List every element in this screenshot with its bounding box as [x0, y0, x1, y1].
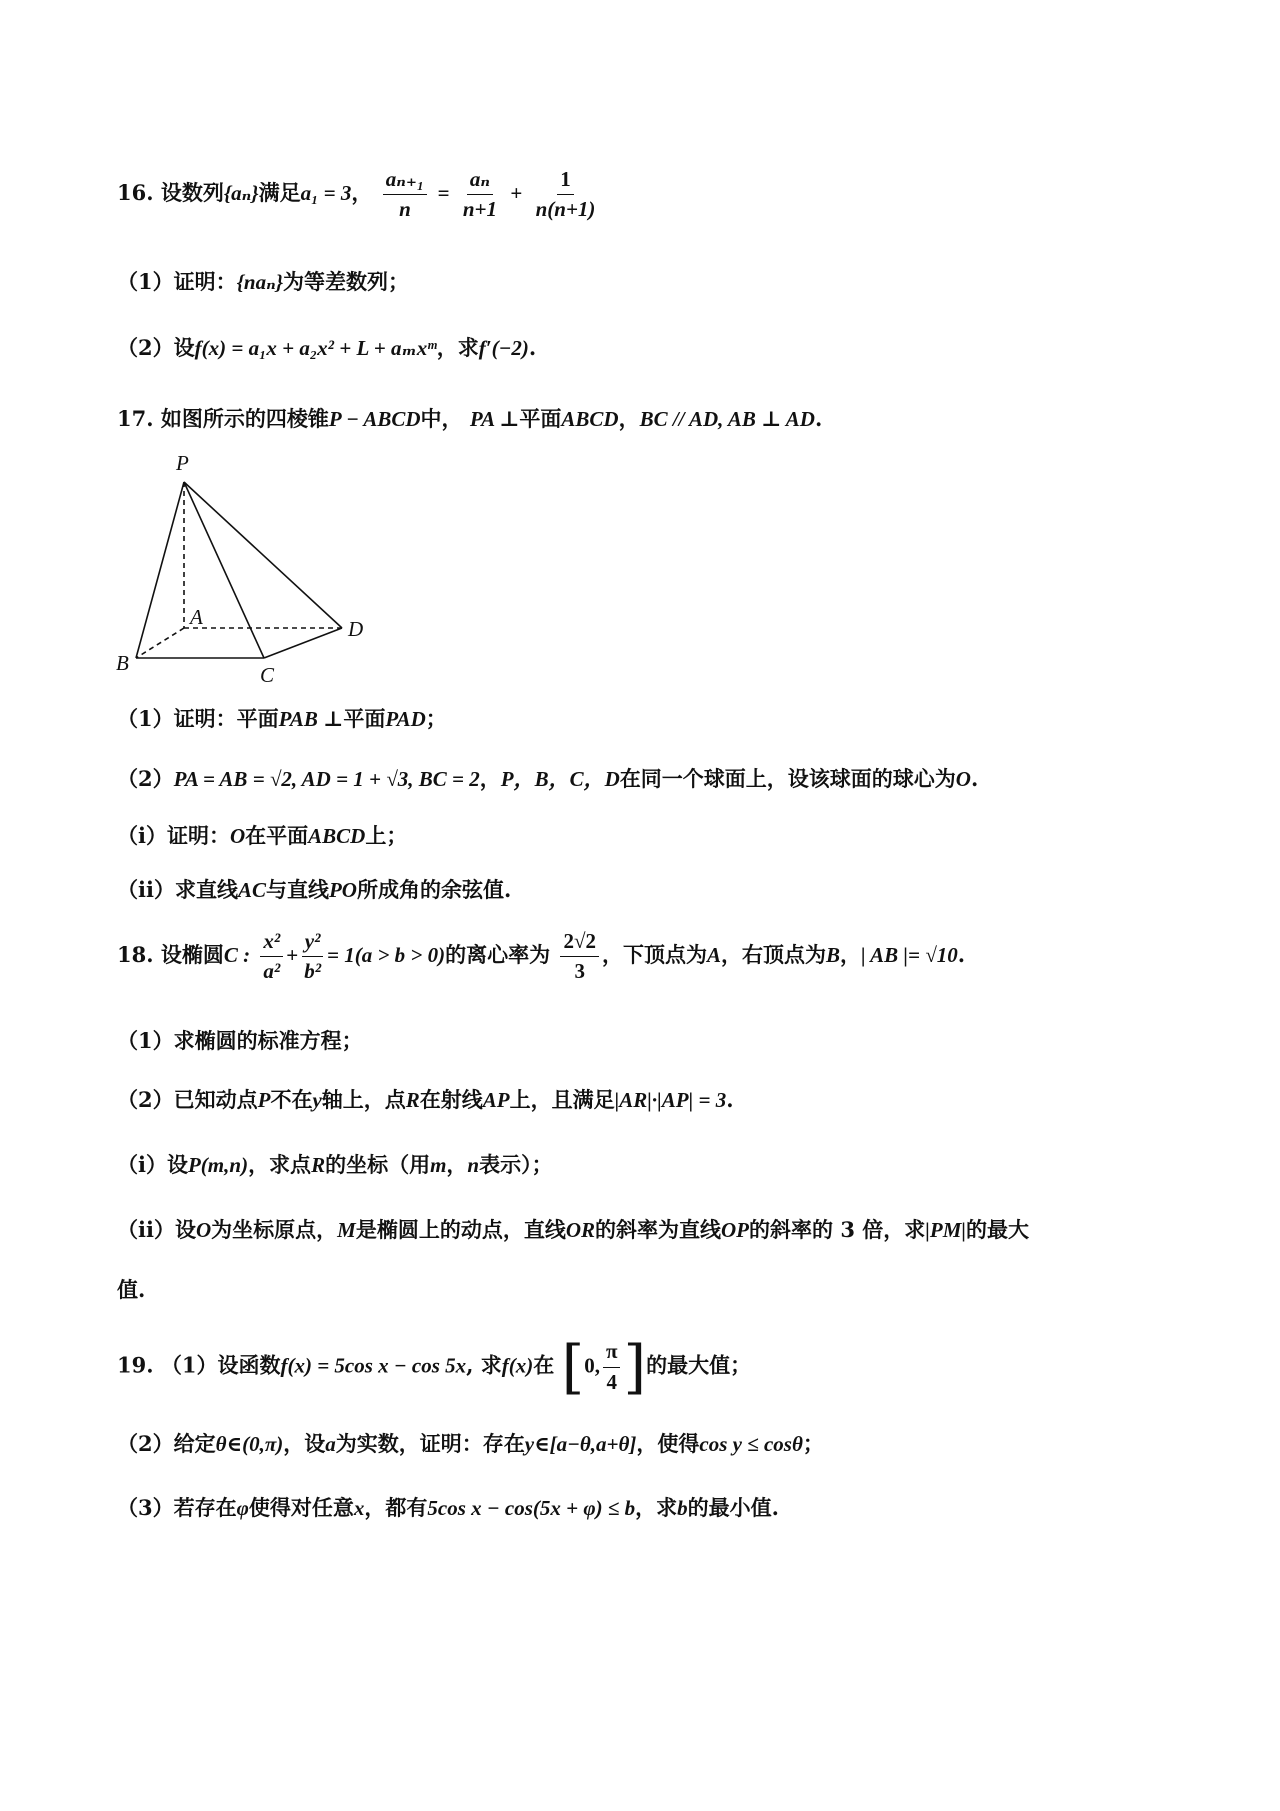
- text-q16-lead: 设数列: [160, 180, 224, 206]
- q18-stem: [117, 930, 965, 983]
- text-q18-pii_a: 设: [174, 1217, 196, 1242]
- text-q18-pii_M: M: [337, 1218, 356, 1242]
- text-q18-pii_PM: |PM|: [925, 1218, 966, 1242]
- q18-part2-i: [117, 1149, 553, 1179]
- text-q16-p2_expr2: f′(−2): [478, 336, 529, 360]
- text-q17-pii_m1: AC: [237, 878, 266, 902]
- q17-stem: [117, 403, 822, 433]
- text-q16-cond1_pre: 满足: [258, 180, 301, 206]
- text-q18-p2_d: 在射线: [419, 1087, 483, 1112]
- text-q17-lead: 如图所示的四棱锥: [160, 406, 329, 431]
- text-q17-pi_m: ABCD: [308, 824, 366, 848]
- text-q17-pii_text_c: 所成角的余弦值.: [356, 877, 512, 902]
- text-q16-r1_den: n+1: [462, 197, 497, 222]
- pyramid-figure: [112, 448, 392, 688]
- text-q19-p3_x: x: [353, 1496, 365, 1520]
- text-q16-sep: ，: [351, 180, 373, 206]
- text-q19-p3_bv: b: [677, 1496, 688, 1520]
- vertex-label-P: P: [176, 451, 189, 475]
- text-q19-p1_c: 在: [533, 1352, 555, 1378]
- text-q16-p1_post: 为等差数列；: [283, 269, 410, 294]
- text-q19-p2_d: ，使得: [636, 1431, 700, 1456]
- text-q18-p2_e: 上，且满足: [509, 1087, 615, 1112]
- q16-rhs-fraction-2: [533, 168, 599, 221]
- text-q18-pii_d: 的斜率为直线: [595, 1217, 722, 1242]
- text-q18-pi_b: ，求点: [248, 1152, 312, 1177]
- text-q18-p2_label: （2）: [117, 1087, 174, 1112]
- q16-lhs-fraction: [383, 168, 428, 221]
- text-q18-p2_AP: AP: [482, 1088, 510, 1112]
- q17-part2-i: [117, 820, 407, 850]
- text-q16-cond1: a₁ = 3: [300, 181, 352, 206]
- text-q17-pi_o: O: [229, 824, 246, 848]
- text-q18-p2_P: P: [257, 1088, 271, 1112]
- text-q19-p2_c: 为实数，证明：存在: [335, 1431, 525, 1456]
- text-q18-pi_e: 表示）；: [479, 1152, 553, 1177]
- text-q17-pii_text_b: 与直线: [265, 877, 329, 902]
- text-q18-ab: | AB |= √10: [861, 943, 958, 968]
- text-q18-pi_m: P(m,n): [187, 1153, 249, 1177]
- text-q19-iv_den: 4: [606, 1369, 617, 1394]
- text-q18-p1_text: 求椭圆的标准方程；: [173, 1028, 363, 1053]
- text-q18-t2: ，下顶点为: [601, 942, 707, 968]
- q18-x-fraction: [260, 930, 283, 983]
- text-q18-pii_O: O: [195, 1218, 212, 1242]
- text-q18-pi_label: （i）: [117, 1152, 167, 1177]
- text-q18-num: 18.: [117, 942, 154, 968]
- interval-left-bracket: [: [561, 1333, 585, 1401]
- text-q16-lhs_den: n: [399, 197, 411, 222]
- text-q18-p2_end: .: [726, 1087, 734, 1112]
- q19-interval-fraction: [603, 1340, 621, 1393]
- text-q17-c3: BC // AD, AB ⊥ AD: [639, 407, 815, 431]
- text-q19-p3_d: ，求: [635, 1495, 678, 1520]
- text-q19-p3_a: 若存在: [173, 1495, 237, 1520]
- q18-part1: [117, 1025, 363, 1055]
- q16-part2: [117, 332, 536, 362]
- vertex-label-D: D: [348, 617, 364, 641]
- text-q18-y_num: y²: [302, 930, 324, 957]
- q16-stem: [117, 168, 601, 221]
- q17-part1: [117, 703, 447, 733]
- text-q18-p2_m: |AR|·|AP| = 3: [614, 1088, 727, 1112]
- text-q18-t1: 的离心率为: [445, 942, 551, 968]
- q18-eccentricity-fraction: [560, 930, 599, 983]
- text-q16-r2_num: 1: [557, 168, 574, 195]
- edge-PD: [184, 482, 342, 628]
- edge-PC: [184, 482, 264, 658]
- text-q17-p2_text: 在同一个球面上，设该球面的球心为: [619, 766, 956, 791]
- text-q16-p1_expr: {naₙ}: [236, 270, 284, 294]
- vertex-label-B: B: [116, 651, 129, 675]
- text-q18-pii_OP: OP: [721, 1218, 750, 1242]
- text-q18-p1_label: （1）: [117, 1028, 174, 1053]
- text-q17-pi_text_a: 证明：: [166, 823, 230, 848]
- q18-part2-ii-cont: [117, 1274, 145, 1304]
- text-q17-pi_text_b: 在平面: [245, 823, 309, 848]
- q19-part1: [117, 1333, 752, 1401]
- text-q19-p2_end: ；: [802, 1431, 824, 1456]
- text-q16-r1_num: aₙ: [467, 168, 493, 195]
- text-q19-p3_m: 5cos x − cos(5x + φ) ≤ b: [427, 1496, 636, 1520]
- text-q18-t4: ，: [840, 942, 861, 968]
- edge-CD: [264, 628, 342, 658]
- text-q18-pi_n: n: [467, 1153, 480, 1177]
- text-q18-x_den: a²: [263, 959, 281, 984]
- text-q17-p1_label: （1）: [117, 706, 174, 731]
- q17-part2: [117, 763, 978, 793]
- text-q17-c1c: ABCD: [561, 407, 619, 431]
- text-q18-pii_label: （ii）: [117, 1217, 175, 1242]
- text-q17-pii_m2: PO: [328, 878, 357, 902]
- q16-part1: [117, 266, 409, 296]
- vertex-label-A: A: [190, 605, 203, 629]
- text-q18-c: C :: [223, 943, 251, 968]
- q18-part2-ii: [117, 1214, 1029, 1244]
- text-q19-p3_b: 使得对任意: [248, 1495, 354, 1520]
- text-q19-p2_m1: θ∈(0,π): [215, 1432, 284, 1456]
- text-q18-pii_b: 为坐标原点，: [211, 1217, 338, 1242]
- text-q17-pi_label: （i）: [117, 823, 167, 848]
- text-q18-pii_c: 是椭圆上的动点，直线: [355, 1217, 566, 1242]
- text-q17-p1_m2: PAD: [385, 707, 426, 731]
- text-q17-pi_end: 上；: [365, 823, 408, 848]
- text-q16-p2_pre: 设: [173, 335, 195, 360]
- text-q17-p2_sep: ，: [479, 766, 501, 791]
- text-q19-p2_a: 给定: [173, 1431, 216, 1456]
- text-q18-pi_a: 设: [166, 1152, 188, 1177]
- text-q19-p3_label: （3）: [117, 1495, 174, 1520]
- text-q17-mid: 中，: [420, 406, 463, 431]
- text-q19-p1_fx: f(x): [501, 1353, 534, 1378]
- text-q16-r2_den: n(n+1): [535, 197, 596, 222]
- edge-PB: [136, 482, 184, 658]
- text-q18-e_den: 3: [574, 959, 585, 984]
- text-q18-p2_c: 轴上，点: [321, 1087, 406, 1112]
- interval-right-bracket: ]: [623, 1333, 647, 1401]
- text-q18-pii_e: 的斜率的 3 倍，求: [749, 1217, 926, 1242]
- text-q18-rhs: = 1(a > b > 0): [326, 943, 446, 968]
- text-q17-p2_m: PA = AB = √2, AD = 1 + √3, BC = 2: [173, 767, 480, 791]
- text-q18-p2_b: 不在: [270, 1087, 313, 1112]
- text-q19-p3_c: ，都有: [364, 1495, 428, 1520]
- text-q17-p2_end: .: [970, 766, 979, 791]
- text-q17-pii_label: （ii）: [117, 877, 175, 902]
- text-q16-p2_label: （2）: [117, 335, 174, 360]
- text-q19-p3_phi: φ: [236, 1496, 249, 1520]
- text-q17-p2_o: O: [955, 767, 971, 791]
- text-q19-p2_m2: y∈[a−θ,a+θ]: [524, 1432, 637, 1456]
- text-q19-num: 19.: [117, 1352, 154, 1378]
- text-q19-p1_b: , 求: [466, 1352, 502, 1378]
- text-q16-p1_pre: 证明：: [173, 269, 237, 294]
- text-q18-plus: +: [286, 943, 299, 968]
- text-q18-pii_cont: 值.: [117, 1277, 146, 1302]
- q16-rhs-fraction-1: [460, 168, 500, 221]
- text-q16-p2_end: .: [528, 335, 537, 360]
- text-q18-A: A: [706, 943, 721, 968]
- text-q17-c1: PA ⊥: [469, 407, 520, 431]
- text-q16-lhs_num: aₙ₊₁: [383, 168, 428, 195]
- text-q17-p1_end: ；: [425, 706, 447, 731]
- text-q16-seq: {aₙ}: [223, 181, 259, 206]
- text-q19-p2_label: （2）: [117, 1431, 174, 1456]
- text-q19-p1_d: 的最大值；: [646, 1352, 752, 1378]
- text-q18-p2_R: R: [405, 1088, 420, 1112]
- text-q19-p2_a_var: a: [325, 1432, 336, 1456]
- text-q19-p1_label: （1）: [160, 1352, 218, 1378]
- text-q18-pi_c: 的坐标（用: [325, 1152, 431, 1177]
- text-q18-x_num: x²: [260, 930, 283, 957]
- text-q16-plus: +: [510, 181, 523, 206]
- text-q19-p2_b: ，设: [283, 1431, 326, 1456]
- text-q17-p2_label: （2）: [117, 766, 174, 791]
- q19-part3: [117, 1492, 779, 1522]
- text-q18-t3: ，右顶点为: [720, 942, 826, 968]
- text-q18-B: B: [825, 943, 840, 968]
- text-q18-p2_y: y: [312, 1088, 322, 1112]
- text-q19-p1_m: f(x) = 5cos x − cos 5x: [280, 1353, 467, 1378]
- text-q19-iv_num: π: [603, 1340, 621, 1367]
- text-q16-p1_label: （1）: [117, 269, 174, 294]
- q17-part2-ii: [117, 874, 511, 904]
- text-q16-num: 16.: [117, 180, 154, 206]
- text-q16-p2_expr: f(x) = a₁x + a₂x² + L + aₘxᵐ: [194, 336, 437, 360]
- q18-y-fraction: [301, 930, 324, 983]
- text-q17-p2_pts: P，B，C，D: [500, 767, 620, 791]
- q19-part2: [117, 1428, 824, 1458]
- text-q18-y_den: b²: [304, 959, 321, 984]
- text-q18-pi_R: R: [311, 1153, 326, 1177]
- text-q18-pi_d: ，: [446, 1152, 468, 1177]
- text-q17-p1_text_b: 平面: [343, 706, 386, 731]
- text-q17-pii_text_a: 求直线: [174, 877, 238, 902]
- text-q18-e_num: 2√2: [560, 930, 599, 957]
- text-q18-lead: 设椭圆: [160, 942, 224, 968]
- text-q18-end: .: [957, 942, 966, 968]
- text-q17-p1_m1: PAB ⊥: [278, 707, 344, 731]
- text-q17-pyr: P − ABCD: [328, 407, 421, 431]
- text-q17-p1_text_a: 证明：平面: [173, 706, 279, 731]
- text-q19-p2_m3: cos y ≤ cosθ: [699, 1432, 803, 1456]
- text-q18-p2_a: 已知动点: [173, 1087, 258, 1112]
- text-q17-c1b: 平面: [519, 406, 562, 431]
- vertex-label-C: C: [260, 663, 275, 687]
- text-q16-eq: =: [437, 181, 450, 206]
- q18-part2: [117, 1084, 734, 1114]
- text-q17-end: .: [814, 406, 823, 431]
- text-q19-p1_a: 设函数: [217, 1352, 281, 1378]
- text-q18-pii_OR: OR: [565, 1218, 596, 1242]
- text-q17-c2: ，: [618, 406, 640, 431]
- text-q18-pii_f: 的最大: [966, 1217, 1029, 1242]
- text-q19-iv_zero: 0,: [584, 1353, 600, 1378]
- text-q17-num: 17.: [117, 406, 154, 431]
- text-q18-pi_mm: m: [430, 1153, 447, 1177]
- text-q19-p3_e: 的最小值.: [687, 1495, 779, 1520]
- text-q16-p2_mid: ，求: [436, 335, 479, 360]
